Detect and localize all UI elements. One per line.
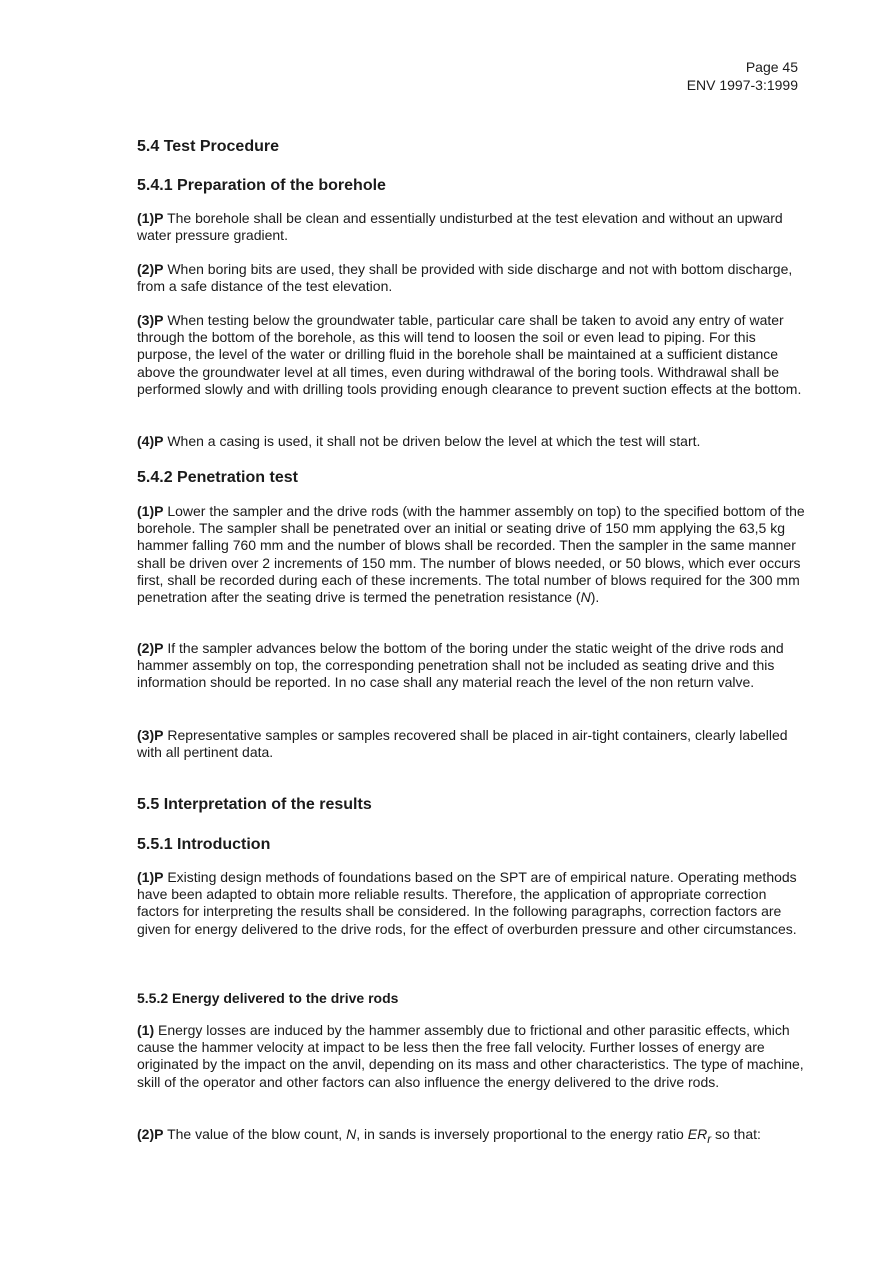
clause-number: (3)P bbox=[137, 312, 164, 328]
clause-text: Existing design methods of foundations based on the SPT are of empirical nature. Operating methods have been adapted to obtain more reliable results. Therefore, the application of appropriate correction factors for interpreting the results shall be considered. In the following paragraphs, correction factors are given for energy delivered to the drive rods, for the effect of overburden pressure and other circumstances. bbox=[137, 869, 797, 937]
paragraph-5-5-2-1 bbox=[137, 1022, 805, 1091]
clause-number: (2)P bbox=[137, 1126, 164, 1142]
paragraph-5-4-1-2 bbox=[137, 261, 805, 295]
clause-text: When testing below the groundwater table, particular care shall be taken to avoid any entry of water through the bottom of the borehole, as this will tend to loosen the soil or even lead to piping. For this purpose, the level of the water or drilling fluid in the borehole shall be maintained at a sufficient distance above the groundwater level at all times, even during withdrawal of the boring tools. Withdrawal shall be performed slowly and with drilling tools providing enough clearance to prevent suction effects at the bottom. bbox=[137, 312, 802, 397]
clause-number: (1)P bbox=[137, 210, 164, 226]
clause-text: The borehole shall be clean and essentially undisturbed at the test elevation and without an upward water pressure gradient. bbox=[137, 210, 783, 244]
clause-number: (1)P bbox=[137, 503, 164, 519]
page-number: Page 45 bbox=[745, 59, 798, 75]
clause-number: (2)P bbox=[137, 640, 164, 656]
clause-text: The value of the blow count, bbox=[163, 1126, 347, 1142]
paragraph-5-4-2-1 bbox=[137, 503, 805, 606]
paragraph-5-4-1-3 bbox=[137, 312, 805, 398]
section-5-4-heading: 5.4 Test Procedure bbox=[137, 138, 279, 155]
symbol-n: N bbox=[580, 589, 591, 606]
paragraph-5-4-1-1 bbox=[137, 210, 805, 244]
symbol-er-subscript: r bbox=[707, 1132, 712, 1146]
clause-text: , in sands is inversely proportional to the energy ratio bbox=[356, 1126, 688, 1142]
clause-text: When boring bits are used, they shall be provided with side discharge and not with bottom discharge, from a safe distance of the test elevation. bbox=[137, 261, 793, 295]
clause-text-end: ). bbox=[590, 589, 600, 606]
section-5-4-2-heading: 5.4.2 Penetration test bbox=[137, 469, 298, 486]
symbol-er: ER bbox=[687, 1126, 708, 1142]
paragraph-5-4-1-4 bbox=[137, 433, 805, 450]
clause-number: (3)P bbox=[137, 727, 164, 743]
paragraph-5-4-2-2 bbox=[137, 640, 805, 692]
section-5-5-1-heading: 5.5.1 Introduction bbox=[137, 836, 271, 853]
paragraph-5-5-1-1 bbox=[137, 869, 805, 938]
clause-text: Lower the sampler and the drive rods (with the hammer assembly on top) to the specified bottom of the borehole. The sampler shall be penetrated over an initial or seating drive of 150 mm applying the 63,5 kg hammer falling 760 mm and the number of blows shall be recorded. Then the sampler in the same manner shall be driven over 2 increments of 150 mm. The number of blows needed, or 50 blows, which ever occurs first, shall be recorded during each of these increments. The total number of blows required for the 300 mm penetration after the seating drive is termed the penetration resistance ( bbox=[137, 503, 805, 606]
clause-number: (1)P bbox=[137, 869, 164, 885]
clause-text: Energy losses are induced by the hammer assembly due to frictional and other parasitic effects, which cause the hammer velocity at impact to be less then the free fall velocity. Further losses of energy are originated by the impact on the anvil, depending on its mass and other characteristics. The type of machine, skill of the operator and other factors can also influence the energy delivered to the drive rods. bbox=[137, 1022, 804, 1090]
clause-text: so that: bbox=[711, 1126, 761, 1142]
clause-number: (2)P bbox=[137, 261, 164, 277]
clause-number: (1) bbox=[137, 1022, 155, 1038]
paragraph-5-4-2-3 bbox=[137, 727, 805, 761]
symbol-n: N bbox=[346, 1126, 357, 1142]
clause-number: (4)P bbox=[137, 433, 164, 449]
document-reference: ENV 1997-3:1999 bbox=[686, 77, 798, 93]
page-header bbox=[687, 58, 798, 94]
section-5-5-2-heading: 5.5.2 Energy delivered to the drive rods bbox=[137, 990, 399, 1006]
clause-text: When a casing is used, it shall not be driven below the level at which the test will start. bbox=[163, 433, 701, 449]
section-5-4-1-heading: 5.4.1 Preparation of the borehole bbox=[137, 177, 386, 194]
paragraph-5-5-2-2 bbox=[137, 1126, 805, 1148]
clause-text: If the sampler advances below the bottom of the boring under the static weight of the drive rods and hammer assembly on top, the corresponding penetration shall not be included as seating drive and this information should be reported. In no case shall any material reach the level of the non return valve. bbox=[137, 640, 784, 691]
section-5-5-heading: 5.5 Interpretation of the results bbox=[137, 796, 372, 813]
clause-text: Representative samples or samples recovered shall be placed in air-tight containers, clearly labelled with all pertinent data. bbox=[137, 727, 788, 761]
